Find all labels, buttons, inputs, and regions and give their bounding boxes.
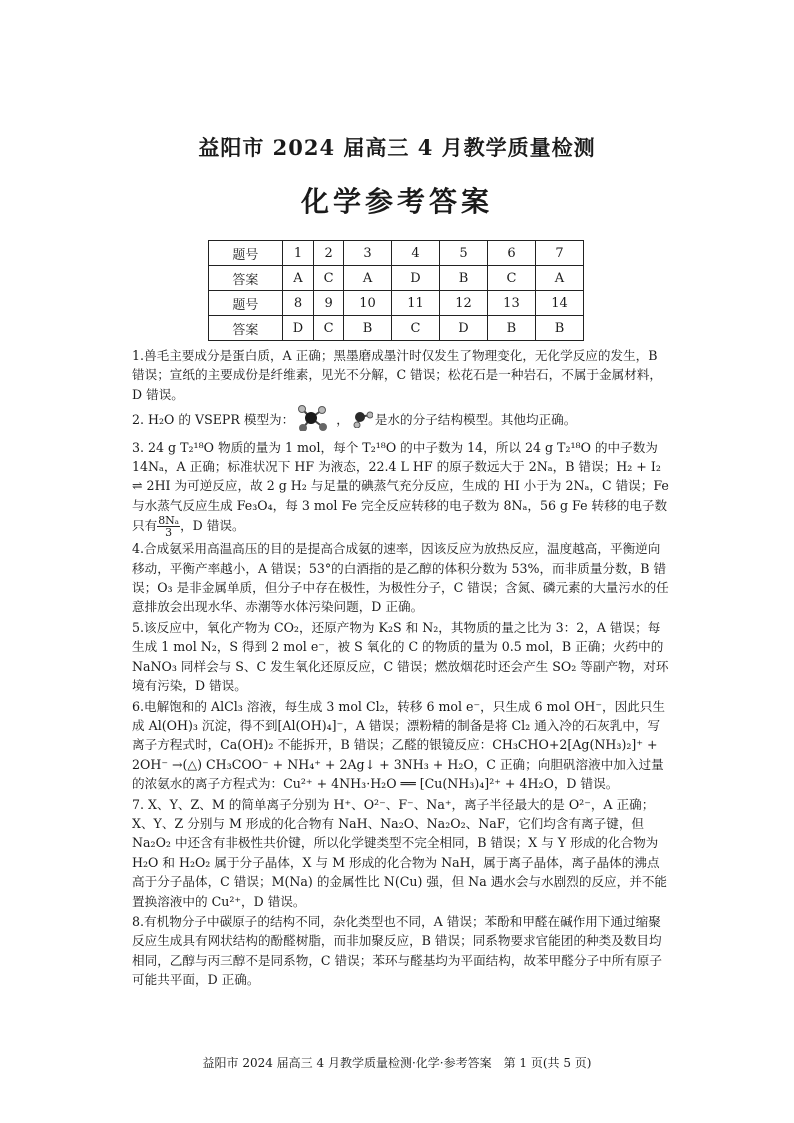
answer-table-row <box>209 291 584 316</box>
answer-table <box>208 240 584 341</box>
item-4-text: 4.合成氨采用高温高压的目的是提高合成氨的速率，因该反应为放热反应，温度越高，平衡逆向移动，平衡产率越小，A 错误；53°的白酒指的是乙醇的体积分数为 53%，而非质量分数，B 错误；O₃ 是非金属单质，但分子中存在极性，为极性分子，C 错误；含氮、磷元素的大量污水的任意排放会出现水华、赤潮等水体污染问题，D 正确。 <box>132 541 669 615</box>
page-subtitle: 化学参考答案 <box>300 185 493 218</box>
item-3-before: 3. 24 g T₂¹⁸O 物质的量为 1 mol，每个 T₂¹⁸O 的中子数为 14，所以 24 g T₂¹⁸O 的中子数为 14Nₐ，A 正确；标准状况下 HF 为液态，22.4 L HF 的原子数远大于 2Nₐ，B 错误；H₂ + I₂ ⇌ 2HI 为可逆反应，故 2 g H₂ 与足量的碘蒸气充分反应，生成的 HI 小于为 2Nₐ，C 错误；Fe 与水蒸气反应生成 Fe₃O₄，每 3 mol Fe 完全反应转移的电子数为 8Nₐ，56 g Fe 转移的电子数只有 <box>132 439 669 534</box>
fraction-denominator: 3 <box>165 526 173 540</box>
answer-table-cell: 8 <box>282 291 313 316</box>
explanations <box>132 346 670 991</box>
answer-table-cell: B <box>535 316 583 341</box>
answer-table-cell: B <box>440 266 488 291</box>
answer-table-cell: A <box>282 266 313 291</box>
answer-table-cell: 9 <box>314 291 344 316</box>
vsepr-model-icon <box>296 405 334 436</box>
item-5 <box>132 618 670 696</box>
answer-table-cell: 4 <box>392 241 440 266</box>
answer-table-header-cell: 答案 <box>209 316 283 341</box>
answer-table-cell: 13 <box>487 291 535 316</box>
answer-table-cell: 3 <box>344 241 392 266</box>
item-6 <box>132 697 670 794</box>
item-2-after: 是水的分子结构模型。其他均正确。 <box>374 412 577 428</box>
item-7 <box>132 795 670 911</box>
answer-table-cell: 12 <box>440 291 488 316</box>
fraction-numerator: 8Nₐ <box>158 514 180 528</box>
answer-table-row <box>209 241 584 266</box>
item-7-text: 7. X、Y、Z、M 的简单离子分别为 H⁺、O²⁻、F⁻、Na⁺，离子半径最大的是 O²⁻，A 正确；X、Y、Z 分别与 M 形成的化合物有 NaH、Na₂O、Na₂O₂、NaF，它们均含有离子键，但 Na₂O₂ 中还含有非极性共价键，所以化学键类型不完全相同，B 错误；X 与 Y 形成的化合物为 H₂O 和 H₂O₂ 属于分子晶体，X 与 M 形成的化合物为 NaH，属于离子晶体，离子晶体的沸点高于分子晶体，C 错误；M(Na) 的金属性比 N(Cu) 强，但 Na 遇水会与水剧烈的反应，并不能置换溶液中的 Cu²⁺，D 错误。 <box>132 796 668 909</box>
answer-table-cell: B <box>344 316 392 341</box>
answer-table-cell: 2 <box>314 241 344 266</box>
answer-table-cell: 6 <box>487 241 535 266</box>
answer-table-cell: 5 <box>440 241 488 266</box>
item-4 <box>132 539 670 617</box>
answer-table-cell: C <box>487 266 535 291</box>
page-footer: 益阳市 2024 届高三 4 月教学质量检测·化学·参考答案 第 1 页(共 5 页) <box>202 1056 592 1070</box>
item-3-after: ，D 错误。 <box>180 518 245 534</box>
item-8 <box>132 912 670 990</box>
fraction <box>157 515 180 538</box>
answer-table-header-cell: 答案 <box>209 266 283 291</box>
answer-table-header-cell: 题号 <box>209 241 283 266</box>
item-2: 2. H₂O 的 VSEPR 模型为： ， 是水的分子结构模型。其他均正确。 <box>132 405 670 436</box>
item-1 <box>132 346 670 404</box>
item-8-text: 8.有机物分子中碳原子的结构不同，杂化类型也不同，A 错误；苯酚和甲醛在碱作用下通过缩聚反应生成具有网状结构的酚醛树脂，而非加聚反应，B 错误；同系物要求官能团的种类及数目均相同，乙醇与丙三醇不是同系物，C 错误；苯环与醛基均为平面结构，故苯甲醛分子中所有原子可能共平面，D 正确。 <box>132 913 662 988</box>
answer-table-cell: A <box>535 266 583 291</box>
answer-table-cell: 7 <box>535 241 583 266</box>
answer-table-cell: A <box>344 266 392 291</box>
answer-table-cell: D <box>392 266 440 291</box>
answer-table-cell: 11 <box>392 291 440 316</box>
answer-table-cell: B <box>487 316 535 341</box>
answer-table-row <box>209 266 584 291</box>
answer-table-cell: C <box>314 316 344 341</box>
answer-table-cell: D <box>282 316 313 341</box>
answer-table-cell: 14 <box>535 291 583 316</box>
item-1-text: 1.兽毛主要成分是蛋白质，A 正确；黑墨磨成墨汁时仅发生了物理变化，无化学反应的发生，B 错误；宣纸的主要成份是纤维素，见光不分解，C 错误；松花石是一种岩石，不属于金属材料，D 错误。 <box>132 348 662 402</box>
answer-table-header-cell: 题号 <box>209 291 283 316</box>
page-title: 益阳市 2024 届高三 4 月教学质量检测 <box>198 135 596 160</box>
item-6-text: 6.电解饱和的 AlCl₃ 溶液，每生成 3 mol Cl₂，转移 6 mol e⁻，只生成 6 mol OH⁻，因此只生成 Al(OH)₃ 沉淀，得不到[Al(OH)₄]⁻，A 错误；漂粉精的制备是将 Cl₂ 通入冷的石灰乳中，写离子方程式时，Ca(OH)₂ 不能拆开，B 错误；乙醛的银镜反应：CH₃CHO+2[Ag(NH₃)₂]⁺ + 2OH⁻ →(△) CH₃COO⁻ + NH₄⁺ + 2Ag↓ + 3NH₃ + H₂O，C 正确；向胆矾溶液中加入过量的浓氨水的离子方程式为：Cu²⁺ + 4NH₃·H₂O ══ [Cu(NH₃)₄]²⁺ + 4H₂O，D 错误。 <box>132 698 666 792</box>
answer-table-cell: C <box>314 266 344 291</box>
item-2-before: 2. H₂O 的 VSEPR 模型为： <box>132 412 295 428</box>
answer-table-cell: C <box>392 316 440 341</box>
answer-table-cell: D <box>440 316 488 341</box>
item-5-text: 5.该反应中，氧化产物为 CO₂，还原产物为 K₂S 和 N₂，其物质的量之比为 3：2，A 错误；每生成 1 mol N₂，S 得到 2 mol e⁻，被 S 氧化的 C 的物质的量为 0.5 mol，B 正确；火药中的 NaNO₃ 同样会与 S、C 发生氧化还原反应，C 错误；燃放烟花时还会产生 SO₂ 等副产物，对环境有污染，D 错误。 <box>132 619 669 694</box>
item-3 <box>132 438 670 539</box>
water-molecule-icon <box>351 408 373 433</box>
answer-table-row <box>209 316 584 341</box>
answer-table-cell: 1 <box>282 241 313 266</box>
answer-table-cell: 10 <box>344 291 392 316</box>
